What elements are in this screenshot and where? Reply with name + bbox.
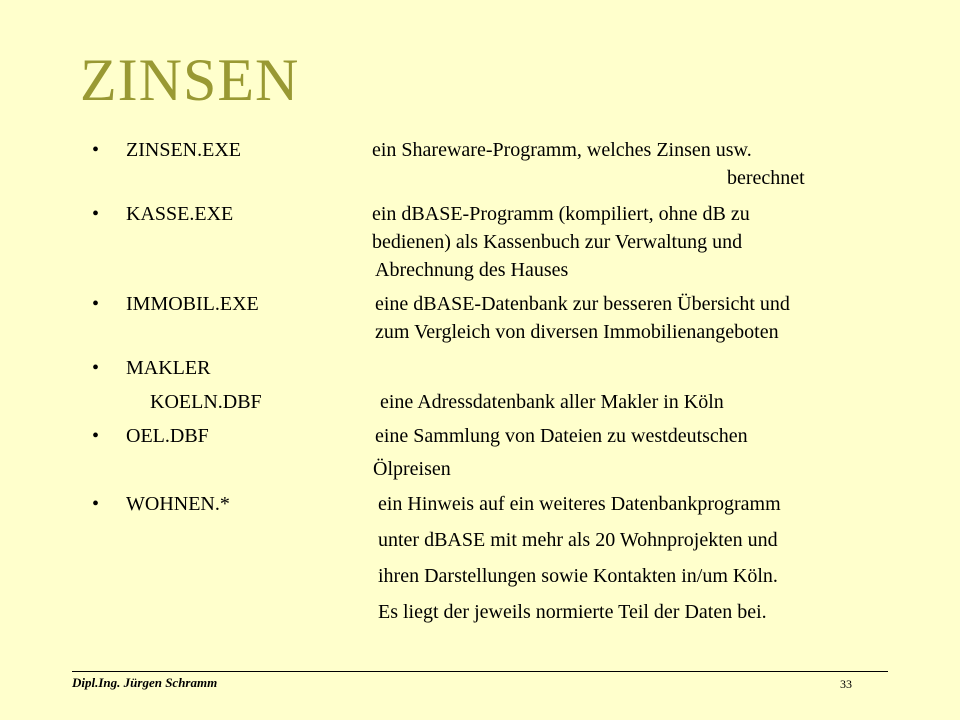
item-desc-line: ein Shareware-Programm, welches Zinsen usw. [372, 139, 752, 161]
bullet-icon: • [92, 357, 100, 379]
item-term-makler: MAKLER [126, 357, 211, 379]
item-desc-line: zum Vergleich von diversen Immobilienangeboten [375, 321, 779, 343]
bullet-icon: • [92, 425, 100, 447]
footer-divider [72, 671, 888, 672]
item-desc-line: ihren Darstellungen sowie Kontakten in/um Köln. [378, 565, 778, 587]
item-desc-line: berechnet [727, 167, 805, 189]
bullet-icon: • [92, 203, 100, 225]
footer-author: Dipl.Ing. Jürgen Schramm [72, 675, 218, 690]
item-desc-line: Ölpreisen [373, 458, 451, 480]
item-desc-line: Abrechnung des Hauses [375, 259, 569, 281]
item-term-zinsen-exe: ZINSEN.EXE [126, 139, 241, 161]
item-term-koeln-dbf: KOELN.DBF [150, 391, 262, 413]
item-desc-line: ein dBASE-Programm (kompiliert, ohne dB zu [372, 203, 750, 225]
item-desc-line: eine Adressdatenbank aller Makler in Köln [380, 391, 724, 413]
page-number: 33 [840, 677, 852, 691]
bullet-icon: • [92, 493, 100, 515]
item-desc-line: unter dBASE mit mehr als 20 Wohnprojekten und [378, 529, 778, 551]
item-desc-line: eine dBASE-Datenbank zur besseren Übersicht und [375, 293, 790, 315]
item-term-oel-dbf: OEL.DBF [126, 425, 209, 447]
bullet-icon: • [92, 139, 100, 161]
item-term-immobil-exe: IMMOBIL.EXE [126, 293, 259, 315]
item-desc-line: Es liegt der jeweils normierte Teil der Daten bei. [378, 601, 767, 623]
bullet-icon: • [92, 293, 100, 315]
item-term-wohnen: WOHNEN.* [126, 493, 230, 515]
slide-title: ZINSEN [80, 47, 300, 113]
item-term-kasse-exe: KASSE.EXE [126, 203, 234, 225]
item-desc-line: bedienen) als Kassenbuch zur Verwaltung und [372, 231, 743, 253]
item-desc-line: eine Sammlung von Dateien zu westdeutschen [375, 425, 748, 447]
item-desc-line: ein Hinweis auf ein weiteres Datenbankprogramm [378, 493, 781, 515]
